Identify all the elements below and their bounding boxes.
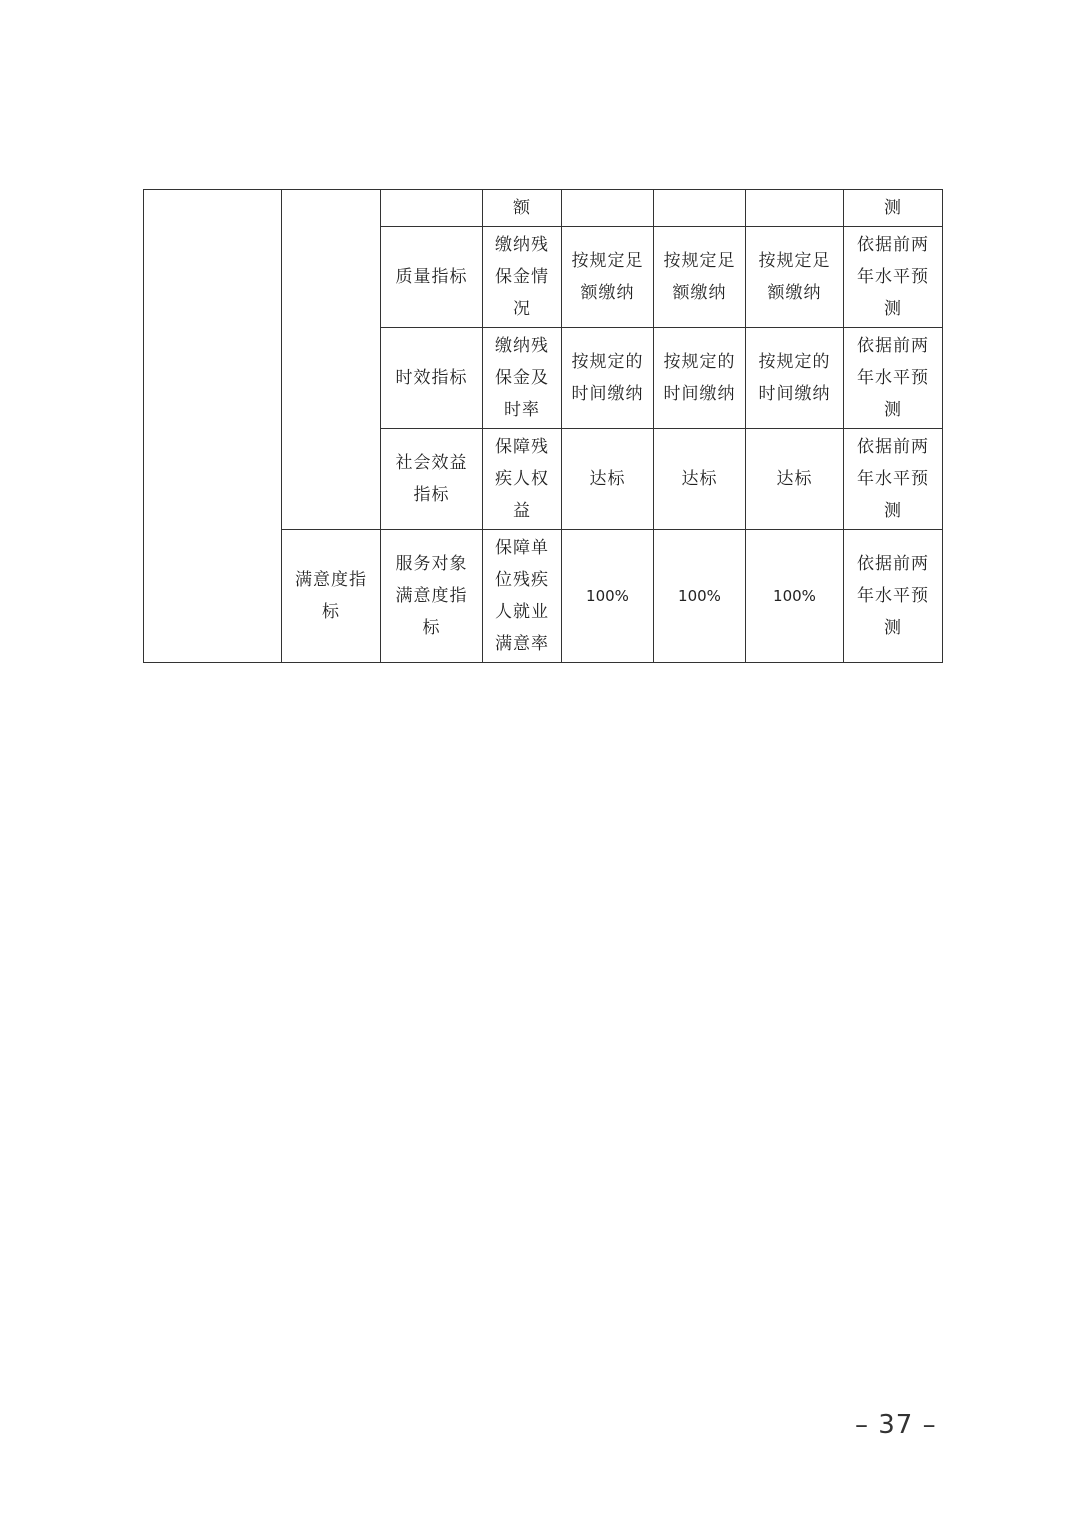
page-number: – 37 – [855, 1410, 937, 1440]
table-cell-c4: 缴纳残保金情况 [483, 227, 562, 328]
table-cell-c7: 按规定足额缴纳 [746, 227, 844, 328]
table-cell-c4: 额 [483, 190, 562, 227]
table-cell-c8: 测 [844, 190, 943, 227]
table-cell-c3: 服务对象满意度指标 [381, 530, 483, 663]
table-cell-c4: 缴纳残保金及时率 [483, 328, 562, 429]
table-cell-c6: 100% [654, 530, 746, 663]
table-cell-c5: 按规定足额缴纳 [562, 227, 654, 328]
performance-indicator-table [143, 189, 943, 663]
table-cell-c2: 满意度指标 [282, 530, 381, 663]
table-cell-c7: 达标 [746, 429, 844, 530]
table-cell-c8: 依据前两年水平预测 [844, 530, 943, 663]
table-cell-c4: 保障单位残疾人就业满意率 [483, 530, 562, 663]
table-row [144, 190, 943, 227]
table-cell-c7 [746, 190, 844, 227]
table-cell-c3: 社会效益指标 [381, 429, 483, 530]
table-cell-c7: 100% [746, 530, 844, 663]
table-cell-c2 [282, 190, 381, 530]
table-cell-c7: 按规定的时间缴纳 [746, 328, 844, 429]
table-cell-c3 [381, 190, 483, 227]
table-cell-c1 [144, 190, 282, 663]
table-cell-c3: 质量指标 [381, 227, 483, 328]
table-cell-c8: 依据前两年水平预测 [844, 227, 943, 328]
table-cell-c3: 时效指标 [381, 328, 483, 429]
table-cell-c4: 保障残疾人权益 [483, 429, 562, 530]
table-cell-c5: 100% [562, 530, 654, 663]
table-cell-c5: 按规定的时间缴纳 [562, 328, 654, 429]
table-cell-c8: 依据前两年水平预测 [844, 328, 943, 429]
table-cell-c5 [562, 190, 654, 227]
table-cell-c6: 按规定的时间缴纳 [654, 328, 746, 429]
table-cell-c6 [654, 190, 746, 227]
table-cell-c5: 达标 [562, 429, 654, 530]
table-cell-c6: 达标 [654, 429, 746, 530]
table-cell-c6: 按规定足额缴纳 [654, 227, 746, 328]
table-cell-c8: 依据前两年水平预测 [844, 429, 943, 530]
